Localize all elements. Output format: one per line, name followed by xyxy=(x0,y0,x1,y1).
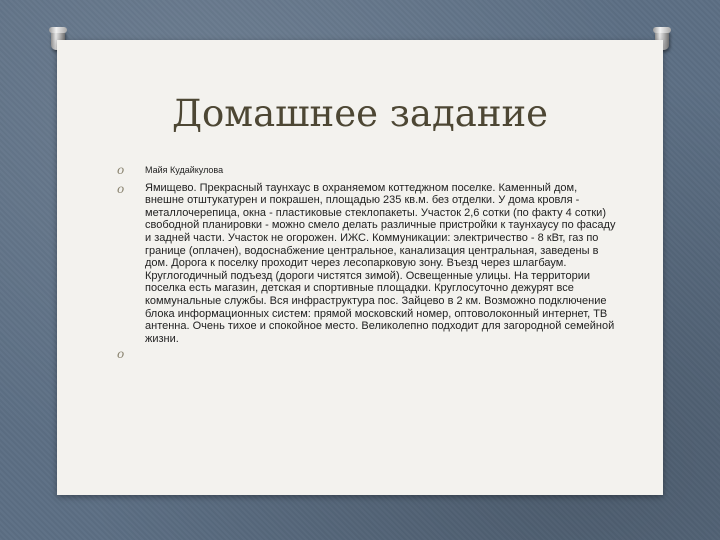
slide-card xyxy=(57,40,663,495)
bullet-marker-icon: o xyxy=(117,347,125,362)
slide-title: Домашнее задание xyxy=(171,92,549,135)
property-description: Ямищево. Прекрасный таунхаус в охраняемом коттеджном поселке. Каменный дом, внешне отштукатурен и покрашен, площадью 235 кв.м. без отделки. У дома кровля - металлочерепица, окна - пластиковые стеклопакеты. Участок 2,6 сотки (по факту 4 сотки) свободной планировки - можно смело делать различные пристройки к таунхаусу по фасаду и задней части. Участок не огорожен. ИЖС. Коммуникации: электричество - 8 кВт, газ по границе (оплачен), водоснабжение центральное, канализация центральная, заведены в дом. Дорога к поселку проходит через лесопарковую зону. Въезд через шлагбаум. Круглогодичный подъезд (дороги чистятся зимой). Освещенные улицы. На территории поселка есть магазин, детская и спортивные площадки. Круглосуточно дежурят все коммунальные службы. Вся инфраструктура пос. Зайцево в 2 км. Возможно подключение блока информационных систем: прямой московский номер, оптоволоконный интернет, ТВ антенна. Очень тихое и спокойное место. Великолепно подходит для загородной семейной жизни. xyxy=(145,181,616,345)
bullet-marker-icon: o xyxy=(117,163,125,177)
list-item xyxy=(117,347,617,360)
bullet-list xyxy=(117,164,617,360)
list-item xyxy=(117,182,617,346)
bullet-marker-icon: o xyxy=(117,181,125,196)
author-name: Майя Кудайкулова xyxy=(145,165,224,175)
list-item xyxy=(117,164,617,177)
